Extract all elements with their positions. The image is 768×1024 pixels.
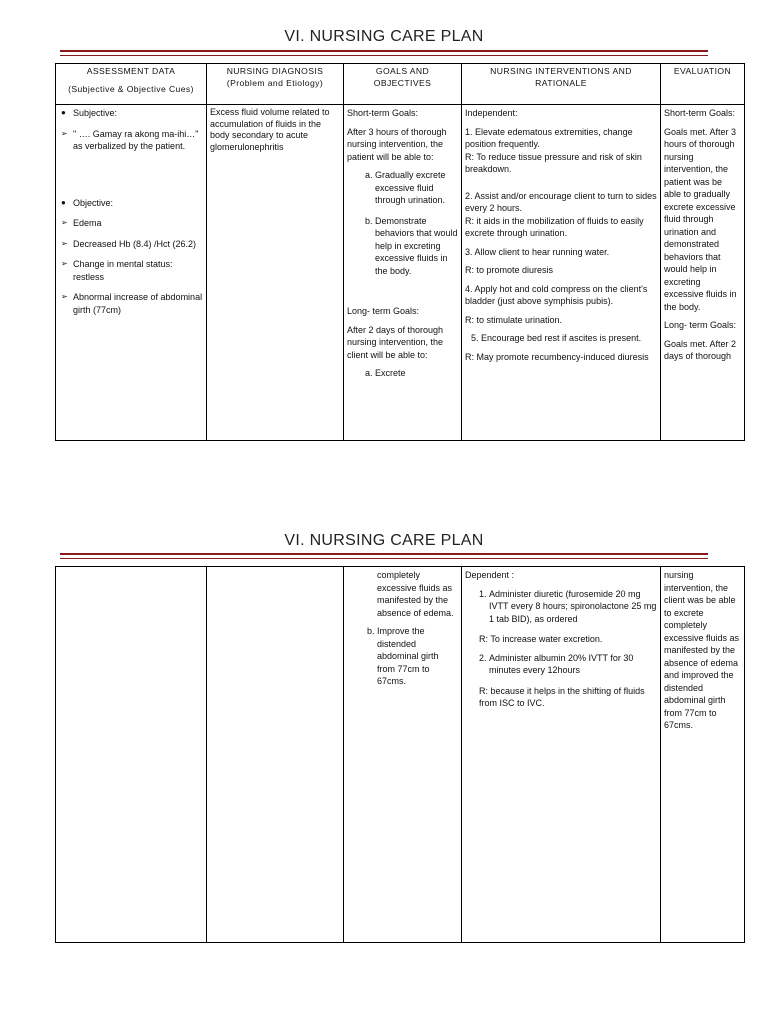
dependent-label: Dependent : — [465, 570, 515, 580]
dependent-rationale-2: R: because it helps in the shifting of fluids from ISC to IVC. — [479, 685, 645, 708]
list-item — [61, 197, 203, 210]
objective-label: Objective: — [73, 197, 114, 208]
interventions-cell — [462, 105, 661, 441]
objective-item: Decreased Hb (8.4) /Hct (26.2) — [73, 238, 197, 249]
subjective-quote: " …. Gamay ra akong ma-ihi…" as verbalized by the patient. — [73, 128, 199, 151]
header-assessment — [56, 64, 207, 105]
care-plan-table-2 — [55, 566, 745, 943]
bullet-icon: ● — [61, 197, 66, 207]
diagnosis-cell-empty — [207, 567, 344, 943]
long-term-goal-a-start: a. Excrete — [375, 367, 458, 380]
evaluation-long-start: Goals met. After 2 days of thorough — [664, 338, 737, 361]
header-assessment-label: ASSESSMENT DATA — [86, 66, 176, 76]
dependent-item-1: 1. Administer diuretic (furosemide 20 mg IVTT every 8 hours; spironolactone 25 mg 1 tab BID), as ordered — [489, 588, 657, 624]
list-item — [61, 128, 203, 153]
assessment-cell-empty — [56, 567, 207, 943]
title-rule-thin — [60, 55, 708, 56]
intervention-item: 2. Assist and/or encourage client to turn to sides every 2 hours. — [465, 190, 657, 213]
goals-cell — [344, 567, 462, 943]
evaluation-short-text: Goals met. After 3 hours of thorough nursing intervention, the patient was be able to gradually excrete excessive fluid through urination and demonstrated behaviors that would help in excreting excessive fluids in the body. — [664, 126, 737, 312]
header-goals: GOALS AND OBJECTIVES — [344, 64, 462, 105]
intervention-rationale: R: May promote recumbency-induced diuresis — [465, 351, 649, 362]
independent-label: Independent: — [465, 108, 518, 118]
goals-cell — [344, 105, 462, 441]
title-rule — [60, 50, 708, 52]
subjective-label: Subjective: — [73, 108, 118, 118]
page-title: VI. NURSING CARE PLAN — [284, 532, 484, 549]
short-term-goal-b: b. Demonstrate behaviors that would help in excreting excessive fluids in the body. — [375, 215, 458, 278]
header-diagnosis-sub: (Problem and Etiology) — [226, 77, 324, 88]
short-term-goals-label: Short-term Goals: — [347, 108, 419, 118]
header-interventions: NURSING INTERVENTIONS AND RATIONALE — [462, 64, 661, 105]
page-title: VI. NURSING CARE PLAN — [284, 28, 484, 45]
bullet-icon: ● — [61, 108, 66, 117]
care-plan-table-1 — [55, 63, 745, 441]
dependent-item — [489, 588, 657, 626]
intervention-rationale: R: To reduce tissue pressure and risk of skin breakdown. — [465, 151, 642, 174]
header-assessment-sub: (Subjective & Objective Cues) — [68, 83, 194, 94]
arrow-bullet-icon: ➢ — [61, 292, 68, 301]
intervention-rationale: R: to stimulate urination. — [465, 314, 563, 325]
evaluation-long-label: Long- term Goals: — [664, 320, 737, 330]
list-item — [61, 217, 203, 230]
assessment-cell — [56, 105, 207, 441]
dependent-rationale-1: R: To increase water excretion. — [479, 634, 603, 644]
short-term-goal-a: a. Gradually excrete excessive fluid through urination. — [375, 169, 458, 207]
header-diagnosis — [207, 64, 344, 105]
objective-item: Change in mental status: restless — [73, 259, 173, 282]
list-item — [61, 107, 203, 120]
long-term-goals-intro: After 2 days of thorough nursing intervention, the client will be able to: — [347, 324, 444, 360]
intervention-rationale: R: it aids in the mobilization of fluids to easily excrete through urination. — [465, 215, 644, 238]
diagnosis-cell — [207, 105, 344, 441]
interventions-cell — [462, 567, 661, 943]
evaluation-long-cont: nursing intervention, the client was be able to excrete completely excessive fluids as manifested by the absence of edema and improved the distended abdominal girth from 77cm to 67cms. — [664, 570, 740, 730]
header-evaluation: EVALUATION — [661, 64, 745, 105]
objective-item: Abnormal increase of abdominal girth (77cm) — [73, 292, 203, 315]
title-rule — [60, 553, 708, 555]
long-term-goal-b: b. Improve the distended abdominal girth from 77cm to 67cms. — [377, 625, 458, 688]
list-item — [61, 291, 203, 316]
intervention-item: 5. Encourage bed rest if ascites is present. — [471, 333, 642, 343]
dependent-item-2: 2. Administer albumin 20% IVTT for 30 minutes every 12hours — [489, 652, 634, 675]
evaluation-cell — [661, 567, 745, 943]
short-term-goals-intro: After 3 hours of thorough nursing intervention, the patient will be able to: — [347, 126, 447, 162]
diagnosis-text: Excess fluid volume related to accumulation of fluids in the body secondary to acute glomerulonephritis — [210, 107, 330, 152]
long-term-goals-label: Long- term Goals: — [347, 306, 420, 316]
title-rule-thin — [60, 558, 708, 559]
intervention-item: 4. Apply hot and cold compress on the client's bladder (just above symphisis pubis). — [465, 283, 648, 306]
header-diagnosis-label: NURSING DIAGNOSIS — [226, 66, 324, 76]
objective-item: Edema — [73, 218, 102, 228]
long-term-goal-a-cont: completely excessive fluids as manifested by the absence of edema. — [377, 570, 454, 618]
list-item — [61, 258, 203, 283]
intervention-rationale: R: to promote diuresis — [465, 265, 554, 275]
list-item — [61, 238, 203, 251]
arrow-bullet-icon: ➢ — [61, 128, 68, 138]
arrow-bullet-icon: ➢ — [61, 218, 68, 227]
intervention-item: 3. Allow client to hear running water. — [465, 246, 610, 257]
arrow-bullet-icon: ➢ — [61, 259, 68, 268]
arrow-bullet-icon: ➢ — [61, 238, 68, 248]
intervention-item: 1. Elevate edematous extremities, change position frequently. — [465, 126, 633, 149]
evaluation-cell — [661, 105, 745, 441]
evaluation-short-label: Short-term Goals: — [664, 108, 736, 118]
dependent-item — [489, 652, 657, 677]
